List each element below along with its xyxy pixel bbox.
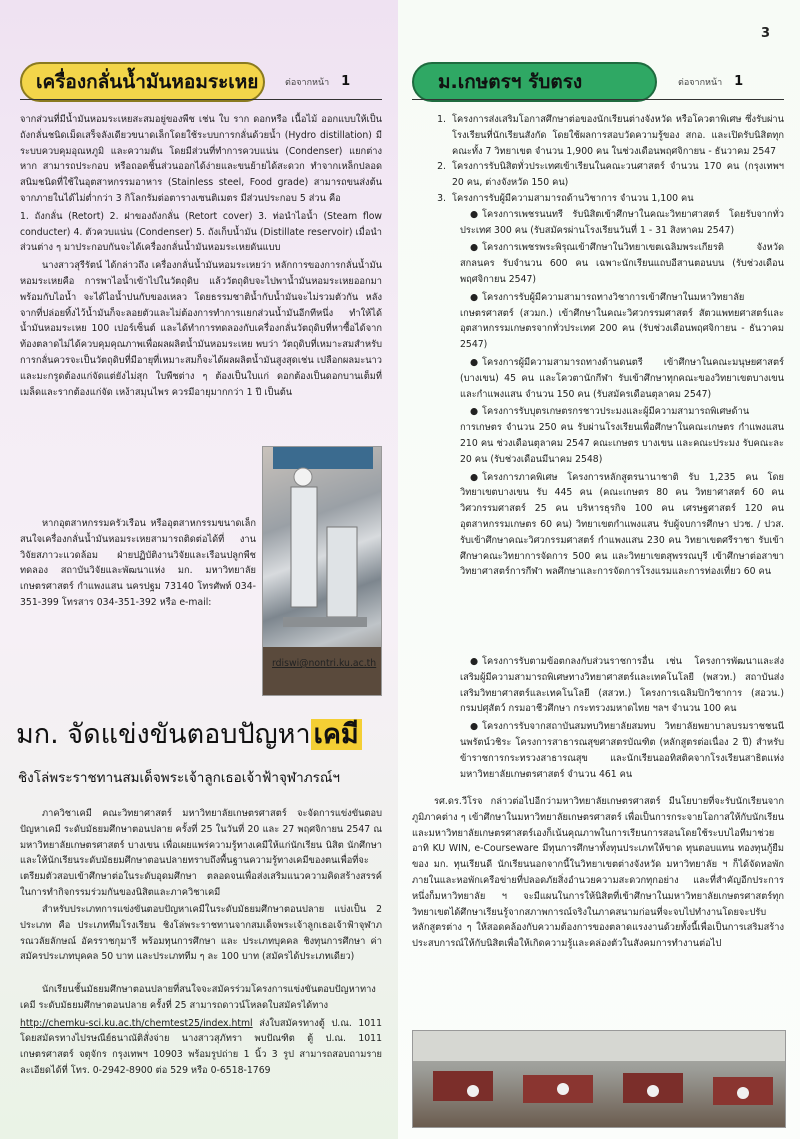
bullet-icon: ● (470, 406, 479, 418)
chem-headline-text: มก. จัดแข่งขันตอบปัญหา (16, 719, 311, 750)
bullet-item (412, 355, 784, 402)
hall-photo (412, 1030, 786, 1128)
distiller-intro (20, 112, 382, 440)
item-text: โครงการส่งเสริมโอกาสศึกษาต่อของนักเรียนต่างจังหวัด หรือโควตาพิเศษ ซึ่งรับผ่านโรงเรียนที่นักเรียนสังกัด โดยใช้ผลการสอบวัดความรู้ของ สกอ. และเปิดรับนิสิตทุกคณะทั้ง 7 วิทยาเขต จำนวน 1,900 คน ในช่วงเดือนพฤศจิกายน - ธันวาคม 2547 (452, 114, 784, 157)
bullet-item (412, 240, 784, 287)
continued-note (285, 74, 350, 89)
left-column (0, 0, 398, 1139)
banner-rule (20, 99, 382, 100)
right-column (398, 0, 800, 1139)
chem-subheadline: ชิงโล่พระราชทานสมเด็จพระเจ้าลูกเธอเจ้าฟ้าจุฬาภรณ์ฯ (18, 770, 340, 786)
admission-closing (412, 794, 784, 1020)
item-number: 1. (437, 114, 446, 125)
admission-list (412, 112, 784, 652)
bullet-text: โครงการเพชรนนทรี รับนิสิตเข้าศึกษาในคณะวิทยาศาสตร์ โดยรับจากทั่วประเทศ 300 คน (รับสมัครผ่านโรงเรียนวันที่ 1 - 31 สิงหาคม 2547) (460, 208, 784, 236)
bullet-item (412, 719, 784, 782)
page-number: 3 (760, 26, 770, 41)
bullet-text: โครงการรับบุตรเกษตรกรชาวประมงและผู้มีความสามารถพิเศษด้านการเกษตร จำนวน 250 คน รับผ่านโรงเรียนเพื่อศึกษาในคณะเกษตร กำแพงแสน 210 คน ช่วงเดือนตุลาคม 2547 คณะเกษตร บางเขน และคณะประมง รับคณะละ 20 คน (รับช่วงเดือนมีนาคม 2548) (460, 406, 784, 465)
bullet-icon: ● (470, 242, 479, 254)
closing-para: รศ.ดร.วีโรจ กล่าวต่อไปอีกว่ามหาวิทยาลัยเกษตรศาสตร์ มีนโยบายที่จะรับนักเรียนจากภูมิภาคต่าง ๆ เข้าศึกษาในมหาวิทยาลัยเกษตรศาสตร์ เพื่อเป็นการกระจายโอกาสให้กับนักเรียน และมหาวิทยาลัยเกษตรศาสตร์เองก็เน้นคุณภาพในการเรียนการสอนโดยใช้ระบบไอทีมาช่วย อาทิ KU WIN, e-Courseware มีทุนการศึกษาทั้งทุนประเภทให้ขาด ทุนตอบแทน ทองทุนกู้ยืมของ มก. ทุนเรียนดี นักเรียนนอกจากนี้ในวิทยาเขตต่างจังหวัด มหาวิทยาลัย ฯ ก็ได้จัดหอพักภายในและหอพักเครือข่ายที่ปลอดภัยสิ่งอำนวยความสะดวกทุกอย่าง และที่สำคัญอีกประการหนึ่งก็มหาวิทยาลัย ฯ จะมีแผนในการให้นิสิตที่เข้าศึกษาในมหาวิทยาลัยเกษตรศาสตร์ทุกวิทยาเขตได้ศึกษาเรียนรู้จากสภาพการณ์จริงในภาคสนามก่อนที่จะจบไปทำงานโดยจะปรับหลักสูตรต่าง ๆ ให้สอดคล้องกับความต้องการของตลาดแรงงานด้วยทั้งนี้เพื่อเป็นการเสริมสร้างประสบการณ์ให้กับนิสิตเพื่อให้เกิดความรู้และคล่องตัวในสังคมการทำงานต่อไป (412, 796, 784, 950)
bullet-icon: ● (470, 656, 479, 667)
admission-title: ม.เกษตรฯ รับตรง (438, 71, 583, 93)
chem-para-1: ภาควิชาเคมี คณะวิทยาศาสตร์ มหาวิทยาลัยเกษตรศาสตร์ จะจัดการแข่งขันตอบปัญหาเคมี ระดับมัธยมศึกษาตอนปลาย ครั้งที่ 25 ในวันที่ 20 และ 27 พฤศจิกายน 2547 ณ มหาวิทยาลัยเกษตรศาสตร์ บางเขน เพื่อเผยแพร่ความรู้ทางเคมีให้แก่นักเรียน นิสิต นักศึกษาและให้นักเรียนระดับมัธยมศึกษาตอนปลายทราบถึงพื้นฐานความรู้ทางเคมีของตนเพื่อที่จะเตรียมตัวสอบเข้าศึกษาต่อในระดับอุดมศึกษา ตลอดจนเพื่อส่งเสริมแนวความคิดสร้างสรรค์ในการทำกิจกรรมร่วมกันของนิสิตและภาควิชาเคมี (20, 808, 382, 898)
continued-page: 1 (341, 74, 351, 89)
distiller-para-3: นางสาวสุรีรัตน์ ได้กล่าวถึง เครื่องกลั่นน้ำมันหอมระเหยว่า หลักการของการกลั่นน้ำมันหอมระเหยคือ การพาไอน้ำเข้าไปในวัตถุดิบ แล้ววัตถุดิบจะไปพาน้ำมันหอมระเหยออกมาพร้อมกับไอน้ำ จะได้ไอน้ำปนกับของเหลว โดยธรรมชาติน้ำกับน้ำมันจะไม่รวมตัวกัน หลังจากที่ปล่อยทิ้งไว้น้ำมันก็จะลอยตัวและไม่ต้องการทำการแยกส่วนน้ำมันอีกทีหนึ่ง ทำให้ได้น้ำมันหอมระเหย 100 เปอร์เซ็นต์ และได้ทำการทดลองกับเครื่องกลั่นวัตถุดิบที่หาซื้อได้จากท้องตลาดไม่ได้ควบคุมคุณภาพเพื่อผลผลิตน้ำมันหอมระเหย พบว่า วัตถุดิบที่เหมาะสมสำหรับการกลั่นควรจะเป็นวัตถุดิบที่มีอายุที่เหมาะสมก็จะได้ผลผลิตน้ำมันสูงสุดเช่น เปลือกผลมะนาวและมะกรูดต้องแก่จัดแต่ยังไม่สุก ใบพืชต่าง ๆ ต้องเป็นใบแก่ ดอกต้องเป็นดอกบานเต็มที่ เมล็ดและรากต้องแก่จัด เหง้าสมุนไพร ควรมีอายุมากกว่า 1 ปี เป็นต้น (20, 260, 382, 398)
admission-list-cont (412, 654, 784, 790)
continued-page-right: 1 (734, 74, 744, 89)
distiller-parts: 1. ถังกลั่น (Retort) 2. ฝาของถังกลั่น (Retort cover) 3. ท่อนำไอน้ำ (Steam flow conducter) 4. ตัวควบแน่น (Condenser) 5. ถังเก็บน้ำมัน (Distillate reservoir) เมื่อนำส่วนต่าง ๆ มาประกอบกันจะได้เครื่องกลั่นน้ำมันหอมระเหยดันแบบ (20, 210, 382, 254)
chem-para-3: นักเรียนชั้นมัธยมศึกษาตอนปลายที่สนใจจะสมัครร่วมโครงการแข่งขันตอบปัญหาทางเคมี ระดับมัธยมศึกษาตอนปลาย ครั้งที่ 25 สามารถดาวน์โหลดใบสมัครได้ทาง (20, 984, 376, 1011)
bullet-item (412, 290, 784, 353)
item-number: 3. (437, 192, 446, 204)
item-number: 2. (437, 161, 446, 173)
email-link[interactable]: rdiswi@nontri.ku.ac.th (272, 658, 377, 669)
continued-note-right (678, 74, 743, 89)
bullet-text: โครงการผู้มีความสามารถทางด้านดนตรี เข้าศึกษาในคณะมนุษยศาสตร์ (บางเขน) 45 คน และโควตานักกีฬา รับเข้าศึกษาทุกคณะของวิทยาเขตบางเขนและกำแพงแสน จำนวน 150 คน (รับสมัครเดือนตุลาคม 2547) (460, 356, 784, 400)
email-block (272, 656, 382, 672)
distiller-para-1: จากส่วนที่มีน้ำมันหอมระเหยสะสมอยู่ของพืช เช่น ใบ ราก ดอกหรือ เนื้อไม้ ออกแบบให้เป็นถังกลั่นชนิดเม็ดเสร็จลังเดียวขนาดเล็กโดยใช้ระบบการกลั่นด้วยน้ำ (Hydro distillation) มีระบบควบคุมอุณหภูมิ และความดัน โดยมีส่วนที่ทำการควบแน่น (Condenser) แยกต่างหาก สามารถประกอบ หรือถอดชิ้นส่วนออกได้ง่ายและขนย้ายได้สะดวก ทำจากเหล็กปลอดสนิมชนิดที่ใช้ในอุตสาหกรรมอาหาร (Stainless steel, Food grade) สามารถขนส่งต้นจากภายในได้ไม่ต่ำกว่า 3 กิโลกรัมต่อตารางเซนติเมตร มีส่วนประกอบ 5 ส่วน คือ (20, 114, 382, 204)
exam-hall-image (413, 1031, 785, 1127)
bullet-text: โครงการรับผู้มีความสามารถทางวิชาการเข้าศึกษาในมหาวิทยาลัยเกษตรศาสตร์ (สวมก.) เข้าศึกษาในคณะวิศวกรรมศาสตร์ สัตวแพทยศาสตร์และอุตสาหกรรมเกษตรจากทั่วประเทศ 200 คน (รับช่วงเดือนพฤศจิกายน - ธันวาคม 2547) (460, 291, 784, 351)
bullet-text: โครงการรับตามข้อตกลงกับส่วนราชการอื่น เช่น โครงการพัฒนาและส่งเสริมผู้มีความสามารถพิเศษทางวิทยาศาสตร์และเทคโนโลยี (พสวท.) สถาบันส่งเสริมวิทยาศาสตร์และเทคโนโลยี (สสวท.) โครงการเฉลิมปิกวิชาการ (สอวน.) กรมปศุสัตว์ กรมอาชีวศึกษา กระทรวงมหาดไทย ฯลฯ จำนวน 100 คน (460, 656, 784, 715)
bullet-item (412, 470, 784, 581)
bullet-icon: ● (470, 208, 479, 220)
bullet-item (412, 404, 784, 467)
chem-url-line (20, 1016, 382, 1079)
list-item (412, 159, 784, 191)
bullet-text: โครงการรับจากสถาบันสมทบวิทยาลัยสมทบ วิทยาลัยพยาบาลบรมราชชนนีนพรัตน์วชิระ โครงการสาธารณสุขศาสตรบัณฑิต (หลักสูตรต่อเนื่อง 2 ปี) สำหรับข้าราชการกระทรวงสาธารณสุข และนักเรียนออทิสติคจากโรงเรียนสาธิตแห่งมหาวิทยาลัยเกษตรศาสตร์ จำนวน 461 คน (460, 721, 784, 780)
bullet-item (412, 654, 784, 717)
bullet-text: โครงการเพชรพระพิรุณเข้าศึกษาในวิทยาเขตเฉลิมพระเกียรติ จังหวัดสกลนคร รับจำนวน 600 คน เฉพาะนักเรียนแถบอีสานตอนบน (รับช่วงเดือนพฤศจิกายน 2547) (460, 242, 784, 285)
bullet-icon: ● (470, 356, 479, 368)
bullet-icon: ● (470, 471, 479, 483)
item-text: โครงการรับผู้มีความสามารถด้านวิชาการ จำนวน 1,100 คน (452, 192, 694, 204)
distiller-contact-text: หากอุตสาหกรรมครัวเรือน หรืออุตสาหกรรมขนาดเล็ก สนใจเครื่องกลั่นน้ำมันหอมระเหยสามารถติดต่อได้ที่ งานวิจัยสภาวะแวดล้อม ฝ่ายปฏิบัติงานวิจัยและเรือนปลูกพืชทดลอง สถาบันวิจัยและพัฒนาแห่ง มก. มหาวิทยาลัยเกษตรศาสตร์ กำแพงแสน นครปฐม 73140 โทรศัพท์ 034-351-399 โทรสาร 034-351-392 หรือ e-mail: (20, 518, 256, 608)
chem-tail: ส่งใบสมัครทางตู้ ป.ณ. 1011 โดยสมัครทางไปรษณีย์ธนาณัติสั่งจ่าย นางสาวสุภัทรา พบปัณฑิต ตู้ ป.ณ. 1011 เกษตรศาสตร์ จตุจักร กรุงเทพฯ 10903 พร้อมรูปถ่าย 1 นิ้ว 3 รูป สามารถสอบถามรายละเอียดได้ที่ โทร. 0-2942-8900 ต่อ 529 หรือ 0-6518-1769 (20, 1017, 382, 1076)
bullet-icon: ● (470, 291, 479, 303)
chem-url-link[interactable]: http://chemku-sci.ku.ac.th/chemtest25/index.html (20, 1017, 253, 1029)
distiller-contact (20, 516, 256, 646)
bullet-icon: ● (470, 721, 479, 733)
chem-headline-highlight: เคมี (311, 719, 362, 750)
admission-banner (412, 62, 657, 102)
bullet-item (412, 207, 784, 239)
bullet-text: โครงการภาคพิเศษ โครงการหลักสูตรนานาชาติ รับ 1,235 คน โดยวิทยาเขตบางเขน รับ 445 คน (คณะเกษตร 80 คน วิทยาศาสตร์ 60 คน วิศวกรรมศาสตร์ 25 คน บริหารธุรกิจ 100 คน เศรษฐศาสตร์ 120 คน อุตสาหกรรมเกษตร 60 คน) วิทยาเขตกำแพงแสน รับผู้จบการศึกษา ปวช. / ปวส. รับเข้าศึกษาคณะวิศวกรรมศาสตร์ กำแพงแสน 230 คน วิทยาเขตศรีราชา รับเข้าศึกษาคณะวิทยาการจัดการ 500 คน และวิทยาเขตสุพรรณบุรี เข้าศึกษาต่อสาขาวิทยาศาสตร์การกีฬา พลศึกษาและการจัดการโรงแรมและการท่องเที่ยว 60 คน (460, 471, 784, 578)
distiller-title: เครื่องกลั่นน้ำมันหอมระเหย (36, 71, 259, 93)
chem-headline (16, 712, 362, 755)
continued-label: ต่อจากหน้า (285, 78, 330, 88)
chem-body (20, 806, 382, 1081)
item-text: โครงการรับนิสิตทั่วประเทศเข้าเรียนในคณะวนศาสตร์ จำนวน 170 คน (กรุงเทพฯ 20 คน, ต่างจังหวัด 150 คน) (452, 161, 784, 189)
distiller-banner (20, 62, 265, 102)
chem-para-2: สำหรับประเภทการแข่งขันตอบปัญหาเคมีในระดับมัธยมศึกษาตอนปลาย แบ่งเป็น 2 ประเภท คือ ประเภททีมโรงเรียน ชิงโล่พระราชทานจากสมเด็จพระเจ้าลูกเธอเจ้าฟ้าจุฬาภรณวลัยลักษณ์ อัครราชกุมารี พร้อมทุนการศึกษา และ ประเภทบุคคล ชิงทุนการศึกษา ค่าสมัครประเภทบุคคล 50 บาท และประเภททีม ๆ ละ 100 บาท (สมัครได้ประเภทเดียว) (20, 904, 382, 963)
list-item (412, 112, 784, 159)
list-item (412, 191, 784, 207)
banner-rule-right (412, 99, 784, 100)
continued-label-right: ต่อจากหน้า (678, 78, 723, 88)
